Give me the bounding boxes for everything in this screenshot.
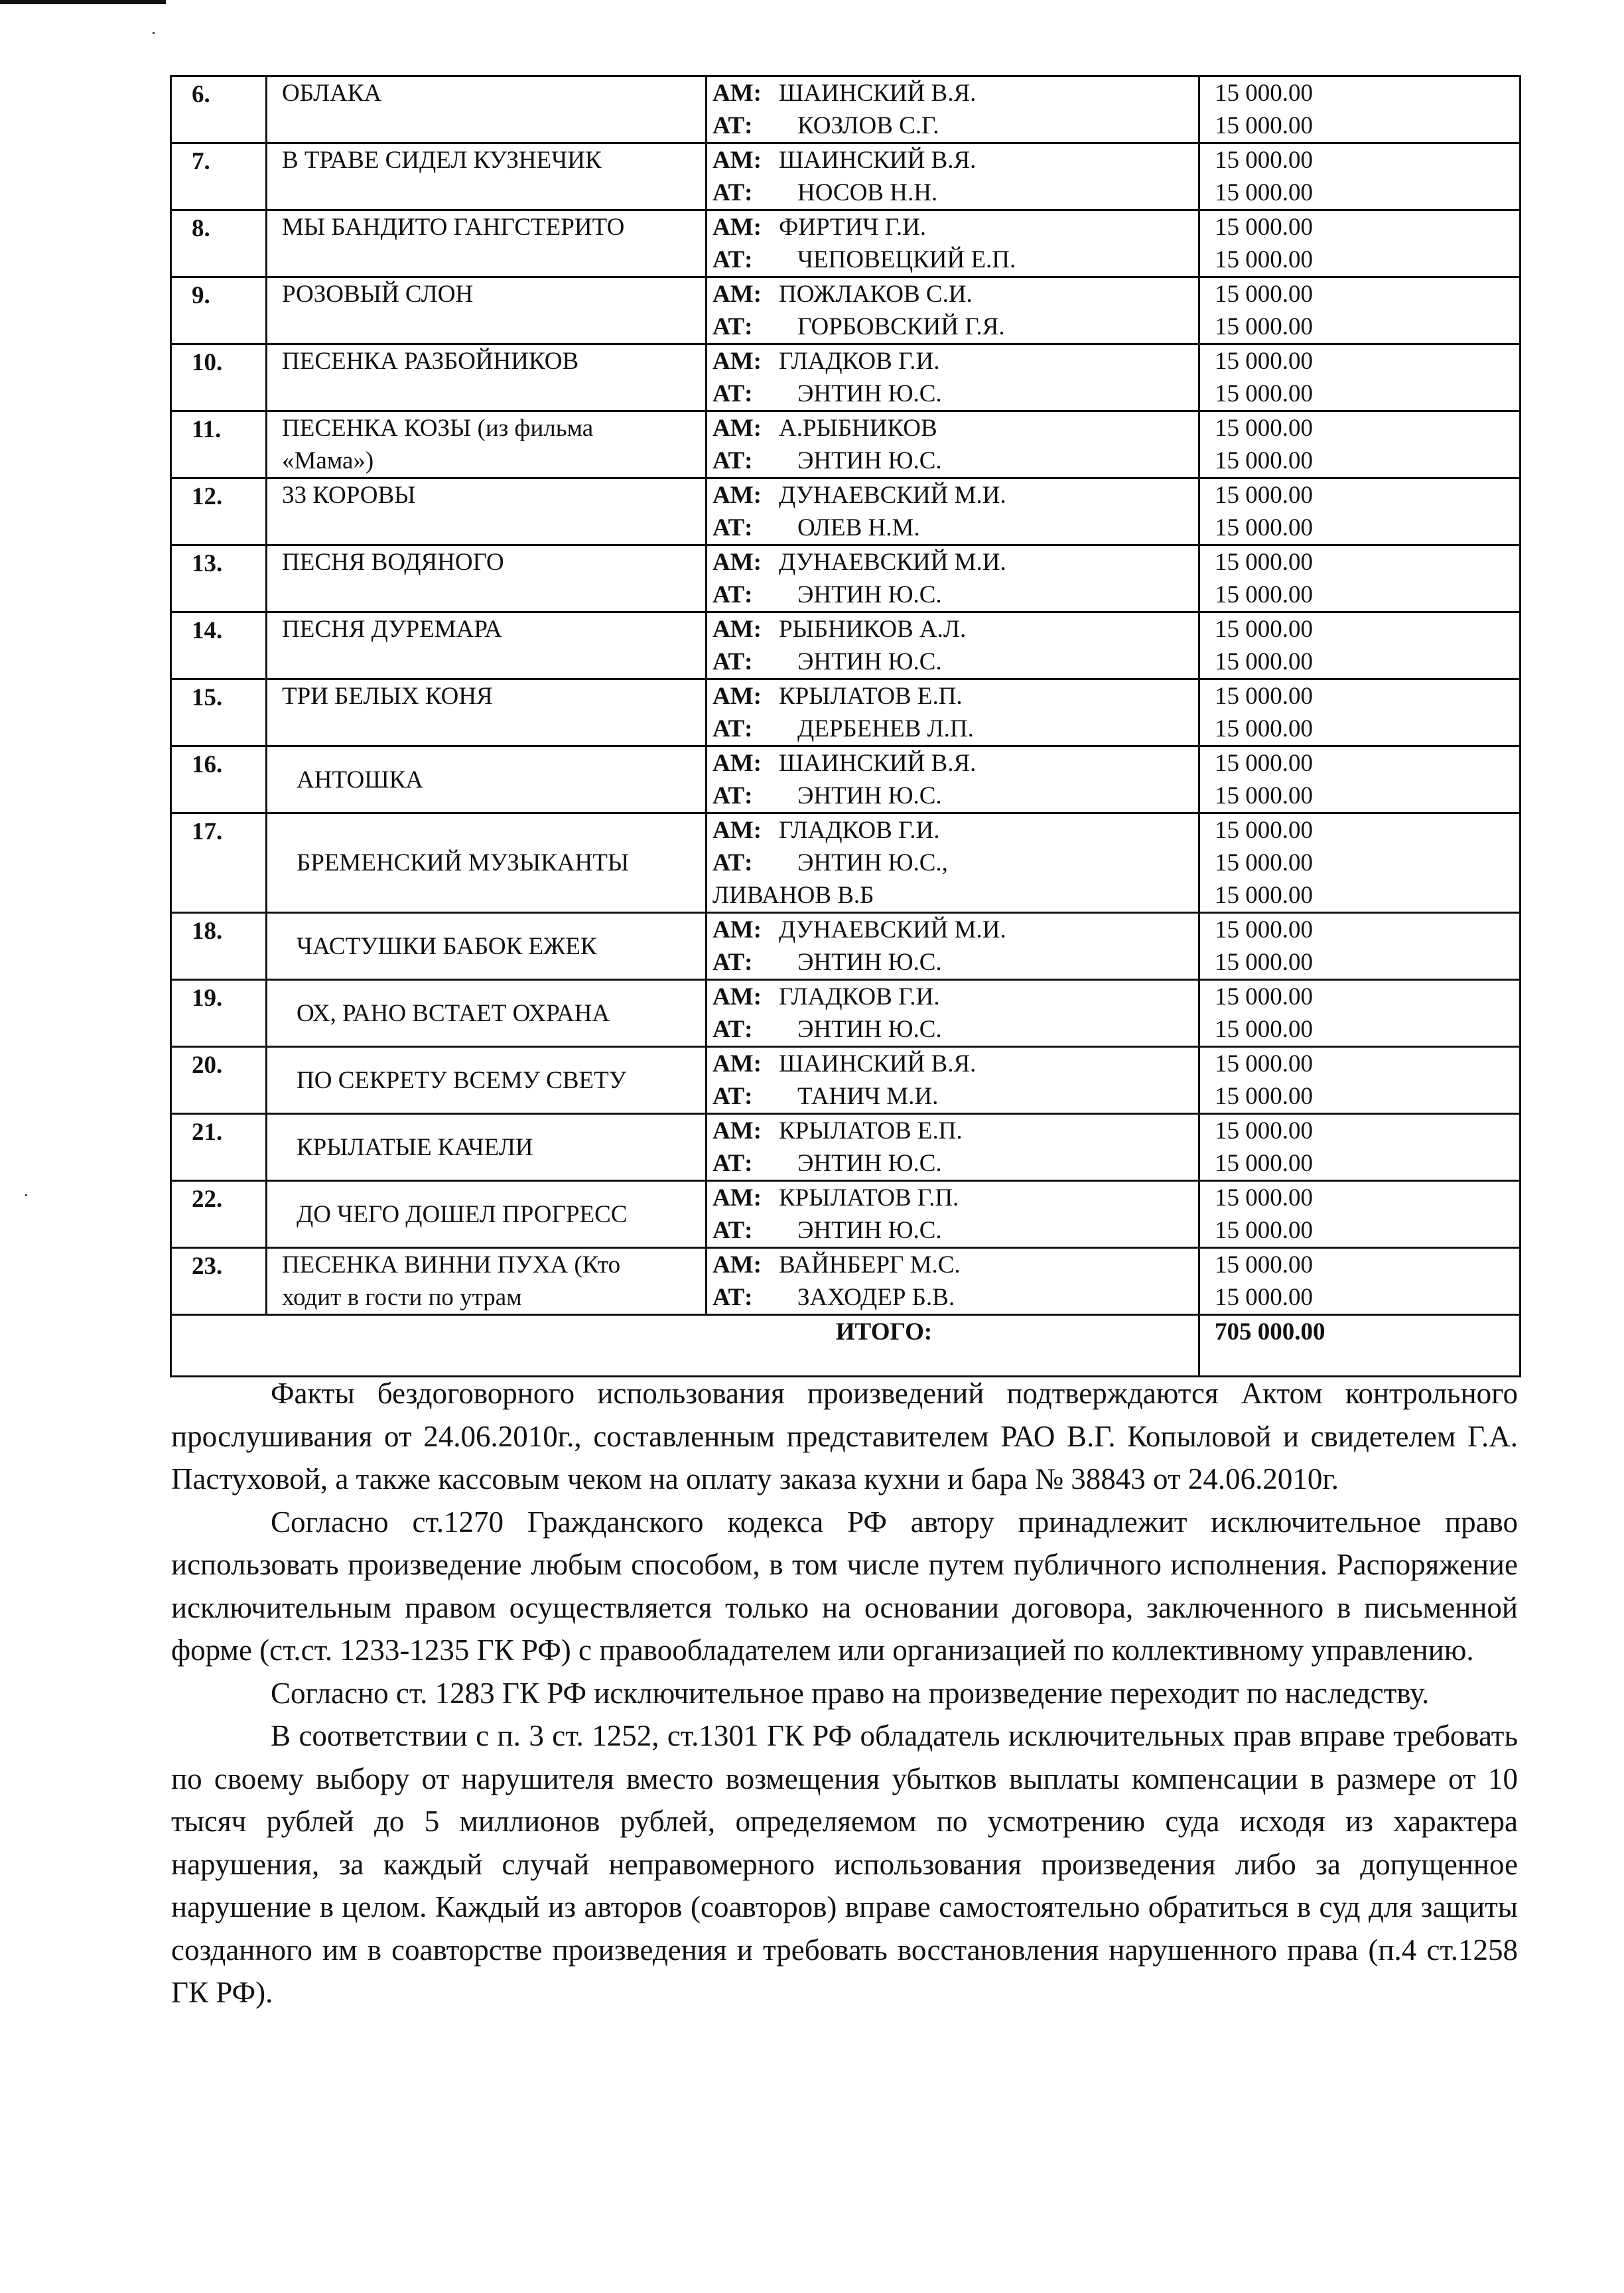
amounts-cell	[1199, 545, 1521, 612]
table-row	[171, 210, 1521, 277]
composer-label: АМ:	[712, 482, 762, 509]
author-line	[712, 981, 1198, 1013]
author-line	[712, 77, 1198, 109]
author-name: ГЛАДКОВ Г.И.	[779, 983, 940, 1010]
author-name: ЭНТИН Ю.С.,	[797, 849, 948, 876]
work-title	[267, 478, 707, 545]
amount-value: 15 000.00	[1215, 581, 1313, 608]
amounts-cell	[1199, 210, 1521, 277]
row-number: 20.	[171, 1047, 267, 1114]
author-line	[712, 713, 1198, 745]
authors-cell	[707, 980, 1199, 1047]
royalties-table	[170, 75, 1521, 1377]
author-line	[712, 176, 1198, 209]
table-row	[171, 277, 1521, 344]
row-number: 15.	[171, 679, 267, 746]
author-name: ДЕРБЕНЕВ Л.П.	[797, 715, 974, 742]
author-name: ВАЙНБЕРГ М.С.	[779, 1251, 961, 1279]
work-title-line: ПЕСНЯ ДУРЕМАРА	[282, 616, 502, 643]
author-name: ДУНАЕВСКИЙ М.И.	[779, 916, 1006, 943]
authors-cell	[707, 344, 1199, 411]
work-title	[267, 344, 707, 411]
paragraph-article-1270: Согласно ст.1270 Гражданского кодекса РФ автору принадлежит исключительное право использовать произведение любым способом, в том числе путем публичного исполнения. Распоряжение исключительным правом осуществляется только на основании договора, заключенного в письменной форме (ст.ст. 1233-1235 ГК РФ) с правообладателем или организацией по коллективному управлению.	[171, 1505, 1518, 1667]
composer-label: АМ:	[712, 983, 762, 1010]
author-line	[712, 847, 1198, 879]
author-line	[712, 814, 1198, 847]
document-body	[171, 1372, 1518, 2014]
row-number: 7.	[171, 143, 267, 210]
composer-label: АМ:	[712, 147, 762, 174]
authors-cell	[707, 679, 1199, 746]
table-row	[171, 143, 1521, 210]
author-line	[712, 109, 1198, 142]
royalties-table-body	[171, 76, 1521, 1377]
row-number: 8.	[171, 210, 267, 277]
author-line	[712, 747, 1198, 780]
author-line	[712, 1048, 1198, 1080]
amount-value: 15 000.00	[1215, 514, 1313, 541]
row-number: 17.	[171, 813, 267, 913]
lyricist-label: АТ:	[712, 514, 753, 541]
amount-value: 15 000.00	[1215, 482, 1313, 509]
work-title-line: ПЕСЕНКА ВИННИ ПУХА (Кто	[282, 1251, 621, 1279]
row-number: 16.	[171, 746, 267, 813]
author-name: КРЫЛАТОВ Е.П.	[779, 683, 963, 710]
amounts-cell	[1199, 980, 1521, 1047]
lyricist-label: АТ:	[712, 849, 753, 876]
work-title-line: МЫ БАНДИТО ГАНГСТЕРИТО	[282, 214, 625, 241]
work-title-line: ПЕСНЯ ВОДЯНОГО	[282, 549, 504, 576]
author-name: ТАНИЧ М.И.	[797, 1083, 939, 1110]
work-title-line: КРЫЛАТЫЕ КАЧЕЛИ	[297, 1133, 533, 1161]
table-row	[171, 1114, 1521, 1181]
amounts-cell	[1199, 612, 1521, 679]
work-title-line: 33 КОРОВЫ	[282, 482, 416, 509]
work-title-line: АНТОШКА	[297, 766, 423, 794]
amount-value: 15 000.00	[1215, 983, 1313, 1010]
table-row	[171, 478, 1521, 545]
work-title	[267, 913, 707, 980]
authors-cell	[707, 545, 1199, 612]
lyricist-label: АТ:	[712, 447, 753, 474]
amount-value: 15 000.00	[1215, 916, 1313, 943]
row-number: 22.	[171, 1181, 267, 1248]
author-name: КОЗЛОВ С.Г.	[797, 112, 939, 139]
table-row	[171, 612, 1521, 679]
work-title	[267, 545, 707, 612]
lyricist-label: АТ:	[712, 949, 753, 976]
amounts-cell	[1199, 1248, 1521, 1315]
author-line	[712, 680, 1198, 713]
table-row	[171, 545, 1521, 612]
amounts-cell	[1199, 679, 1521, 746]
author-name: ДУНАЕВСКИЙ М.И.	[779, 549, 1006, 576]
row-number: 12.	[171, 478, 267, 545]
amounts-cell	[1199, 1047, 1521, 1114]
author-line	[712, 378, 1198, 410]
work-title	[267, 1114, 707, 1181]
lyricist-label: АТ:	[712, 581, 753, 608]
amounts-cell	[1199, 913, 1521, 980]
lyricist-label: АТ:	[712, 179, 753, 206]
amount-value: 15 000.00	[1215, 313, 1313, 340]
work-title-line: «Мама»)	[282, 447, 374, 474]
amount-value: 15 000.00	[1215, 715, 1313, 742]
authors-cell	[707, 76, 1199, 143]
work-title-line: В ТРАВЕ СИДЕЛ КУЗНЕЧИК	[282, 147, 602, 174]
amount-value: 15 000.00	[1215, 1150, 1313, 1177]
amount-value: 15 000.00	[1215, 415, 1313, 442]
authors-cell	[707, 411, 1199, 478]
author-line	[712, 479, 1198, 512]
lyricist-label: АТ:	[712, 648, 753, 675]
author-name: ГОРБОВСКИЙ Г.Я.	[797, 313, 1005, 340]
amounts-cell	[1199, 411, 1521, 478]
author-name: А.РЫБНИКОВ	[779, 415, 937, 442]
author-name: ЭНТИН Ю.С.	[797, 949, 942, 976]
composer-label: АМ:	[712, 817, 762, 844]
work-title-line: БРЕМЕНСКИЙ МУЗЫКАНТЫ	[297, 849, 630, 876]
lyricist-label: АТ:	[712, 313, 753, 340]
author-line	[712, 1147, 1198, 1180]
table-row	[171, 411, 1521, 478]
composer-label: АМ:	[712, 1050, 762, 1077]
author-line	[712, 311, 1198, 343]
scan-speck	[25, 1194, 27, 1196]
work-title-line: ОХ, РАНО ВСТАЕТ ОХРАНА	[297, 999, 610, 1027]
author-name: ФИРТИЧ Г.И.	[779, 214, 927, 241]
paragraph-compensation: В соответствии с п. 3 ст. 1252, ст.1301 ГК РФ обладатель исключительных прав вправе требовать по своему выбору от нарушителя вместо возмещения убытков выплаты компенсации в размере от 10 тысяч рублей до 5 миллионов рублей, определяемом по усмотрению суда исходя из характера нарушения, за каждый случай неправомерного использования произведения либо за допущенное нарушение в целом. Каждый из авторов (соавторов) вправе самостоятельно обратиться в суд для защиты созданного им в соавторстве произведения и требовать восстановления нарушенного права (п.4 ст.1258 ГК РФ).	[171, 1719, 1518, 2009]
amount-value: 15 000.00	[1215, 1050, 1313, 1077]
author-name: ОЛЕВ Н.М.	[797, 514, 920, 541]
composer-label: АМ:	[712, 1117, 762, 1145]
work-title	[267, 612, 707, 679]
work-title-line: ПО СЕКРЕТУ ВСЕМУ СВЕТУ	[297, 1066, 626, 1094]
author-line	[712, 345, 1198, 378]
row-number: 10.	[171, 344, 267, 411]
work-title	[267, 411, 707, 478]
row-number: 14.	[171, 612, 267, 679]
composer-label: АМ:	[712, 1251, 762, 1279]
author-name: ЧЕПОВЕЦКИЙ Е.П.	[797, 246, 1016, 273]
amount-value: 15 000.00	[1215, 849, 1313, 876]
row-number: 21.	[171, 1114, 267, 1181]
author-line	[712, 211, 1198, 243]
amount-value: 15 000.00	[1215, 246, 1313, 273]
author-line	[712, 579, 1198, 611]
amount-value: 15 000.00	[1215, 380, 1313, 407]
authors-cell	[707, 277, 1199, 344]
work-title	[267, 143, 707, 210]
lyricist-label: АТ:	[712, 715, 753, 742]
amount-value: 15 000.00	[1215, 1184, 1313, 1212]
author-line	[712, 144, 1198, 176]
amounts-cell	[1199, 143, 1521, 210]
amounts-cell	[1199, 1181, 1521, 1248]
amounts-cell	[1199, 76, 1521, 143]
amount-value: 15 000.00	[1215, 147, 1313, 174]
composer-label: АМ:	[712, 1184, 762, 1212]
composer-label: АМ:	[712, 616, 762, 643]
work-title	[267, 746, 707, 813]
work-title	[267, 210, 707, 277]
amount-value: 15 000.00	[1215, 549, 1313, 576]
table-row	[171, 1248, 1521, 1315]
lyricist-label: АТ:	[712, 112, 753, 139]
amount-value: 15 000.00	[1215, 750, 1313, 777]
work-title-line: ОБЛАКА	[282, 80, 382, 107]
total-row	[171, 1315, 1521, 1377]
table-row	[171, 980, 1521, 1047]
author-line	[712, 1214, 1198, 1247]
table-row	[171, 746, 1521, 813]
row-number: 11.	[171, 411, 267, 478]
table-row	[171, 813, 1521, 913]
composer-label: АМ:	[712, 415, 762, 442]
authors-cell	[707, 1114, 1199, 1181]
author-name: ПОЖЛАКОВ С.И.	[779, 281, 973, 308]
row-number: 6.	[171, 76, 267, 143]
work-title-line: ДО ЧЕГО ДОШЕЛ ПРОГРЕСС	[297, 1200, 628, 1228]
amount-value: 15 000.00	[1215, 882, 1313, 909]
lyricist-label: АТ:	[712, 1083, 753, 1110]
authors-cell	[707, 210, 1199, 277]
lyricist-label: АТ:	[712, 246, 753, 273]
amount-value: 15 000.00	[1215, 112, 1313, 139]
composer-label: АМ:	[712, 281, 762, 308]
amounts-cell	[1199, 344, 1521, 411]
row-number: 19.	[171, 980, 267, 1047]
author-name: ЛИВАНОВ В.Б	[712, 882, 874, 909]
lyricist-label: АТ:	[712, 1016, 753, 1043]
amount-value: 15 000.00	[1215, 1117, 1313, 1145]
authors-cell	[707, 143, 1199, 210]
amount-value: 15 000.00	[1215, 683, 1313, 710]
amount-value: 15 000.00	[1215, 348, 1313, 375]
authors-cell	[707, 1248, 1199, 1315]
table-row	[171, 1181, 1521, 1248]
author-line	[712, 914, 1198, 946]
work-title	[267, 813, 707, 913]
amounts-cell	[1199, 478, 1521, 545]
author-name: ЭНТИН Ю.С.	[797, 447, 942, 474]
composer-label: АМ:	[712, 916, 762, 943]
amounts-cell	[1199, 277, 1521, 344]
composer-label: АМ:	[712, 549, 762, 576]
author-name: ШАИНСКИЙ В.Я.	[779, 1050, 977, 1077]
composer-label: АМ:	[712, 348, 762, 375]
authors-cell	[707, 746, 1199, 813]
amount-value: 15 000.00	[1215, 1217, 1313, 1244]
author-name: ЭНТИН Ю.С.	[797, 648, 942, 675]
work-title	[267, 980, 707, 1047]
author-name: НОСОВ Н.Н.	[797, 179, 938, 206]
composer-label: АМ:	[712, 683, 762, 710]
work-title	[267, 1181, 707, 1248]
author-line	[712, 613, 1198, 646]
author-name: ШАИНСКИЙ В.Я.	[779, 147, 977, 174]
amount-value: 15 000.00	[1215, 179, 1313, 206]
composer-label: АМ:	[712, 80, 762, 107]
work-title	[267, 1047, 707, 1114]
author-name: КРЫЛАТОВ Г.П.	[779, 1184, 959, 1212]
authors-cell	[707, 1047, 1199, 1114]
amount-value: 15 000.00	[1215, 949, 1313, 976]
author-name: ЭНТИН Ю.С.	[797, 1217, 942, 1244]
author-name: ГЛАДКОВ Г.И.	[779, 817, 940, 844]
author-name: ЗАХОДЕР Б.В.	[797, 1284, 955, 1311]
total-amount: 705 000.00	[1199, 1315, 1521, 1377]
lyricist-label: АТ:	[712, 1284, 753, 1311]
author-name: ШАИНСКИЙ В.Я.	[779, 750, 977, 777]
amounts-cell	[1199, 746, 1521, 813]
author-line	[712, 412, 1198, 445]
paragraph-evidence: Факты бездоговорного использования произведений подтверждаются Актом контрольного прослушивания от 24.06.2010г., составленным представителем РАО В.Г. Копыловой и свидетелем Г.А. Пастуховой, а также кассовым чеком на оплату заказа кухни и бара № 38843 от 24.06.2010г.	[171, 1377, 1518, 1495]
author-name: ШАИНСКИЙ В.Я.	[779, 80, 977, 107]
author-line	[712, 946, 1198, 979]
row-number: 18.	[171, 913, 267, 980]
total-label: ИТОГО:	[171, 1315, 1199, 1377]
composer-label: АМ:	[712, 214, 762, 241]
author-name: ЭНТИН Ю.С.	[797, 581, 942, 608]
amounts-cell	[1199, 813, 1521, 913]
work-title	[267, 76, 707, 143]
author-line	[712, 512, 1198, 544]
author-name: ЭНТИН Ю.С.	[797, 1150, 942, 1177]
author-name: ЭНТИН Ю.С.	[797, 380, 942, 407]
author-line	[712, 1281, 1198, 1314]
scan-artifact-bar	[0, 0, 166, 4]
row-number: 13.	[171, 545, 267, 612]
amount-value: 15 000.00	[1215, 281, 1313, 308]
amount-value: 15 000.00	[1215, 1284, 1313, 1311]
author-line	[712, 1182, 1198, 1214]
authors-cell	[707, 913, 1199, 980]
author-name: ЭНТИН Ю.С.	[797, 1016, 942, 1043]
author-line	[712, 1115, 1198, 1147]
author-line	[712, 445, 1198, 477]
author-line	[712, 646, 1198, 678]
paragraph-article-1283: Согласно ст. 1283 ГК РФ исключительное право на произведение переходит по наследству.	[271, 1676, 1430, 1710]
amount-value: 15 000.00	[1215, 80, 1313, 107]
lyricist-label: АТ:	[712, 380, 753, 407]
composer-label: АМ:	[712, 750, 762, 777]
lyricist-label: АТ:	[712, 1217, 753, 1244]
author-line	[712, 1249, 1198, 1281]
author-line	[712, 879, 1198, 912]
author-name: ЭНТИН Ю.С.	[797, 782, 942, 809]
lyricist-label: АТ:	[712, 782, 753, 809]
amount-value: 15 000.00	[1215, 214, 1313, 241]
author-name: ГЛАДКОВ Г.И.	[779, 348, 940, 375]
author-line	[712, 1080, 1198, 1113]
author-line	[712, 780, 1198, 812]
amount-value: 15 000.00	[1215, 817, 1313, 844]
work-title-line: РОЗОВЫЙ СЛОН	[282, 281, 474, 308]
authors-cell	[707, 612, 1199, 679]
table-row	[171, 913, 1521, 980]
author-name: ДУНАЕВСКИЙ М.И.	[779, 482, 1006, 509]
work-title-line: ТРИ БЕЛЫХ КОНЯ	[282, 683, 493, 710]
work-title-line: ходит в гости по утрам	[282, 1284, 522, 1311]
author-name: РЫБНИКОВ А.Л.	[779, 616, 967, 643]
row-number: 23.	[171, 1248, 267, 1315]
author-line	[712, 278, 1198, 311]
amount-value: 15 000.00	[1215, 648, 1313, 675]
amount-value: 15 000.00	[1215, 1016, 1313, 1043]
author-line	[712, 546, 1198, 579]
work-title	[267, 277, 707, 344]
authors-cell	[707, 813, 1199, 913]
authors-cell	[707, 1181, 1199, 1248]
scan-speck	[153, 32, 155, 34]
amount-value: 15 000.00	[1215, 447, 1313, 474]
author-name: КРЫЛАТОВ Е.П.	[779, 1117, 963, 1145]
table-row	[171, 679, 1521, 746]
author-line	[712, 1013, 1198, 1046]
amount-value: 15 000.00	[1215, 782, 1313, 809]
amount-value: 15 000.00	[1215, 616, 1313, 643]
author-line	[712, 243, 1198, 276]
work-title-line: ПЕСЕНКА РАЗБОЙНИКОВ	[282, 348, 579, 375]
authors-cell	[707, 478, 1199, 545]
work-title	[267, 679, 707, 746]
table-row	[171, 1047, 1521, 1114]
table-row	[171, 344, 1521, 411]
work-title-line: ЧАСТУШКИ БАБОК ЕЖЕК	[297, 932, 597, 960]
amount-value: 15 000.00	[1215, 1251, 1313, 1279]
amount-value: 15 000.00	[1215, 1083, 1313, 1110]
work-title-line: ПЕСЕНКА КОЗЫ (из фильма	[282, 415, 594, 442]
row-number: 9.	[171, 277, 267, 344]
work-title	[267, 1248, 707, 1315]
table-row	[171, 76, 1521, 143]
lyricist-label: АТ:	[712, 1150, 753, 1177]
amounts-cell	[1199, 1114, 1521, 1181]
